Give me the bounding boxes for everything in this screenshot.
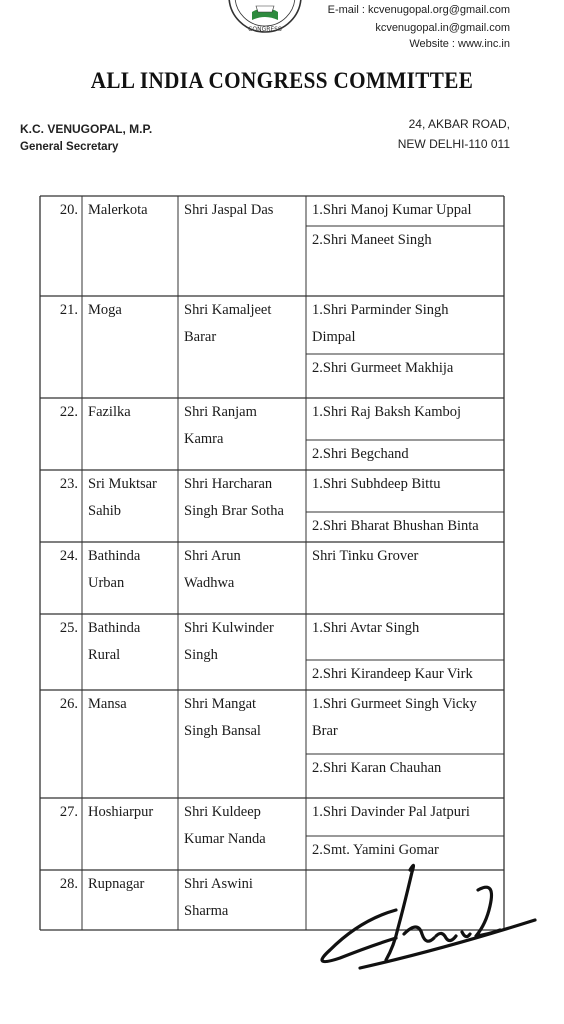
district-name: [88, 871, 176, 898]
president-name-line: Singh Bansal: [184, 723, 261, 739]
district-name: [88, 471, 176, 525]
row-number: 28.: [59, 876, 78, 892]
working-president-name: [312, 661, 502, 688]
sender-title: General Secretary: [20, 141, 119, 153]
working-president-name: [312, 441, 502, 468]
row-number: 21.: [59, 302, 78, 318]
working-president-name: [312, 513, 502, 540]
president-name-line: Shri Harcharan: [184, 476, 273, 492]
working-president-name-line: 2.Shri Karan Chauhan: [312, 760, 442, 776]
working-president-name: [312, 799, 502, 826]
working-president-name-line: 2.Shri Maneet Singh: [312, 232, 432, 248]
district-name: [88, 197, 176, 224]
working-president-name-line: Shri Tinku Grover: [312, 548, 419, 564]
district-name-line: Rupnagar: [88, 876, 145, 892]
working-president-name-line: 1.Shri Subhdeep Bittu: [312, 476, 441, 492]
website: Website : www.inc.in: [409, 38, 510, 50]
working-president-name: [312, 615, 502, 642]
working-president-name: [312, 297, 502, 351]
working-president-name-line: 1.Shri Gurmeet Singh Vicky: [312, 696, 477, 712]
district-name: [88, 297, 176, 324]
district-name-line: Bathinda: [88, 548, 141, 564]
address-line-1: 24, AKBAR ROAD,: [408, 117, 510, 131]
working-president-name: [312, 471, 502, 498]
working-president-name-line: 2.Shri Gurmeet Makhija: [312, 360, 454, 376]
district-name: [88, 543, 176, 597]
president-name: [184, 197, 304, 224]
district-name-line: Sahib: [88, 503, 122, 519]
president-name-line: Shri Kulwinder: [184, 620, 274, 636]
president-name: [184, 543, 304, 597]
working-president-name-line: 1.Shri Raj Baksh Kamboj: [312, 404, 462, 420]
district-name-line: Bathinda: [88, 620, 141, 636]
working-president-name-line: 2.Shri Bharat Bhushan Binta: [312, 518, 479, 534]
district-name: [88, 691, 176, 718]
organization-title: ALL INDIA CONGRESS COMMITTEE: [90, 68, 474, 93]
district-name-line: Hoshiarpur: [88, 804, 154, 820]
president-name: [184, 399, 304, 453]
district-name: [88, 799, 176, 826]
congress-logo: [228, 0, 302, 40]
district-name-line: Sri Muktsar: [88, 476, 157, 492]
president-name: [184, 471, 304, 525]
president-name-line: Kamra: [184, 431, 224, 447]
working-president-name-line: 2.Shri Kirandeep Kaur Virk: [312, 666, 473, 682]
working-president-name: [312, 691, 502, 745]
district-name-line: Mansa: [88, 696, 127, 712]
row-number: 20.: [59, 202, 78, 218]
appointments-table: [40, 196, 504, 930]
sender-name: K.C. VENUGOPAL, M.P.: [20, 122, 153, 136]
president-name-line: Kumar Nanda: [184, 831, 266, 847]
district-name-line: Malerkota: [88, 202, 148, 218]
president-name-line: Singh Brar Sotha: [184, 503, 284, 519]
district-name-line: Rural: [88, 647, 121, 663]
president-name-line: Shri Aswini: [184, 876, 253, 892]
district-name: [88, 615, 176, 669]
email-secondary: kcvenugopal.in@gmail.com: [375, 22, 510, 34]
president-name: [184, 799, 304, 853]
row-number: 25.: [59, 620, 78, 636]
working-president-name: [312, 355, 502, 382]
svg-text:CONGRESS: CONGRESS: [248, 26, 282, 33]
working-president-name: [312, 399, 502, 426]
working-president-name-line: 2.Shri Begchand: [312, 446, 409, 462]
working-president-name: [312, 197, 502, 224]
working-president-name-line: 2.Smt. Yamini Gomar: [312, 842, 439, 858]
president-name: [184, 297, 304, 351]
row-number: 27.: [59, 804, 78, 820]
working-president-name: [312, 543, 502, 570]
president-name-line: Barar: [184, 329, 217, 345]
president-name-line: Wadhwa: [184, 575, 235, 591]
row-number: 26.: [59, 696, 78, 712]
president-name: [184, 615, 304, 669]
working-president-name-line: 1.Shri Manoj Kumar Uppal: [312, 202, 472, 218]
row-number: 22.: [59, 404, 78, 420]
district-name-line: Fazilka: [88, 404, 131, 420]
president-name-line: Shri Arun: [184, 548, 241, 564]
president-name-line: Shri Kamaljeet: [184, 302, 272, 318]
president-name-line: Sharma: [184, 903, 229, 919]
president-name-line: Shri Kuldeep: [184, 804, 261, 820]
working-president-name: [312, 755, 502, 782]
address-line-2: NEW DELHI-110 011: [397, 137, 510, 151]
president-name-line: Shri Mangat: [184, 696, 257, 712]
row-number: 23.: [59, 476, 78, 492]
president-name: [184, 691, 304, 745]
row-number: 24.: [59, 548, 78, 564]
working-president-name-line: Dimpal: [312, 329, 356, 345]
president-name: [184, 871, 304, 925]
president-name-line: Singh: [184, 647, 218, 663]
signature: [300, 850, 540, 980]
district-name: [88, 399, 176, 426]
working-president-name: [312, 227, 502, 254]
district-name-line: Urban: [88, 575, 125, 591]
working-president-name-line: Brar: [312, 723, 338, 739]
email-primary: E-mail : kcvenugopal.org@gmail.com: [327, 4, 510, 16]
working-president-name-line: 1.Shri Parminder Singh: [312, 302, 449, 318]
district-name-line: Moga: [88, 302, 122, 318]
working-president-name-line: 1.Shri Avtar Singh: [312, 620, 420, 636]
working-president-name-line: 1.Shri Davinder Pal Jatpuri: [312, 804, 470, 820]
president-name-line: Shri Ranjam: [184, 404, 257, 420]
president-name-line: Shri Jaspal Das: [184, 202, 274, 218]
